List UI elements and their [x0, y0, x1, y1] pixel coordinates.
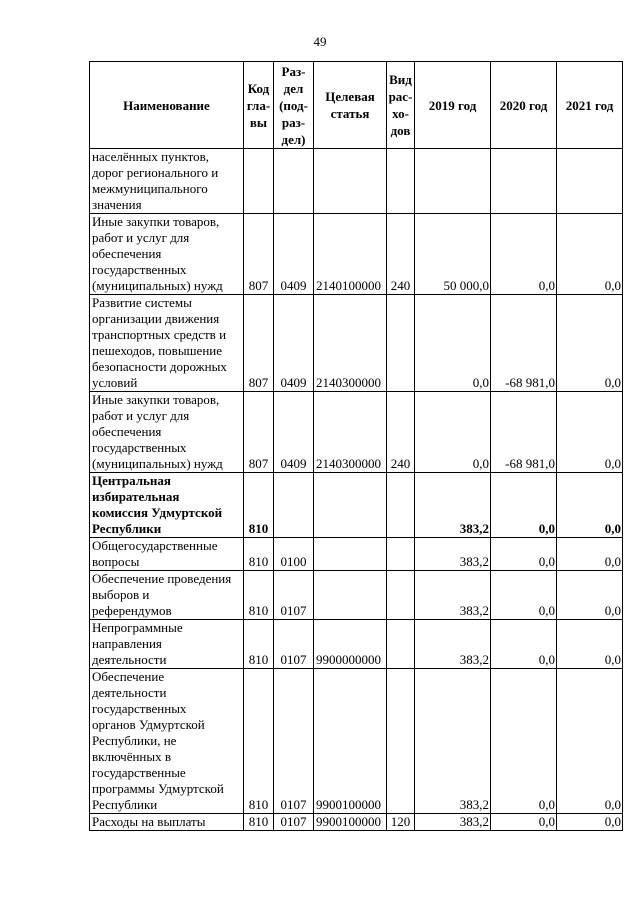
section-cell: 0107: [274, 669, 314, 814]
name-line: включённых в: [92, 749, 172, 764]
value-2020-cell: 0,0: [491, 620, 557, 669]
name-line: Общегосударственные: [92, 538, 218, 553]
section-cell: [274, 473, 314, 538]
code-cell: 807: [244, 214, 274, 295]
type-cell: 120: [387, 814, 415, 831]
header-line: Код: [247, 80, 270, 96]
value-2019-cell: [415, 149, 491, 214]
table-row: [90, 814, 623, 831]
type-cell: [387, 538, 415, 571]
code-cell: 810: [244, 538, 274, 571]
value-2021-cell: 0,0: [557, 669, 623, 814]
name-line: Расходы на выплаты: [92, 814, 206, 829]
value-2021-cell: 0,0: [557, 571, 623, 620]
name-line: Центральная: [92, 473, 171, 488]
value-2021-cell: [557, 149, 623, 214]
name-line: деятельности: [92, 652, 167, 667]
header-line: 2021 год: [565, 97, 614, 113]
table-row: [90, 214, 623, 295]
name-line: государственных: [92, 701, 187, 716]
name-line: обеспечения: [92, 424, 162, 439]
code-cell: [244, 149, 274, 214]
name-line: работ и услуг для: [92, 408, 190, 423]
name-line: государственных: [92, 262, 187, 277]
name-cell: [90, 295, 244, 392]
budget-table: [89, 61, 623, 831]
value-2020-cell: 0,0: [491, 571, 557, 620]
header-line: Наименование: [123, 97, 210, 113]
header-line: рас-: [388, 89, 413, 104]
section-cell: 0409: [274, 214, 314, 295]
value-2021-cell: 0,0: [557, 473, 623, 538]
name-line: Республики, не: [92, 733, 177, 748]
value-2019-cell: 383,2: [415, 669, 491, 814]
value-2019-cell: 383,2: [415, 473, 491, 538]
name-cell: [90, 538, 244, 571]
header-line: Целевая: [325, 89, 375, 104]
name-line: вопросы: [92, 554, 140, 569]
value-2020-cell: -68 981,0: [491, 392, 557, 473]
table-body: [90, 149, 623, 831]
header-line: 2020 год: [499, 97, 548, 113]
name-line: Иные закупки товаров,: [92, 214, 220, 229]
name-line: Развитие системы: [92, 295, 192, 310]
target-cell: 2140300000: [314, 392, 387, 473]
value-2020-cell: 0,0: [491, 814, 557, 831]
header-line: дел): [281, 131, 306, 147]
name-cell: [90, 571, 244, 620]
name-line: Республики: [92, 797, 158, 812]
section-cell: 0409: [274, 392, 314, 473]
name-line: выборов и: [92, 587, 150, 602]
name-line: организации движения: [92, 311, 220, 326]
target-cell: [314, 149, 387, 214]
header-line: вы: [249, 114, 268, 130]
target-cell: 9900000000: [314, 620, 387, 669]
target-cell: 2140100000: [314, 214, 387, 295]
name-line: государственных: [92, 440, 187, 455]
type-cell: 240: [387, 214, 415, 295]
table-row: [90, 295, 623, 392]
name-line: направления: [92, 636, 162, 651]
section-cell: 0107: [274, 620, 314, 669]
value-2019-cell: 383,2: [415, 814, 491, 831]
name-line: Иные закупки товаров,: [92, 392, 220, 407]
type-cell: [387, 149, 415, 214]
name-line: Обеспечение проведения: [92, 571, 232, 586]
header-line: (под-: [279, 97, 308, 113]
value-2021-cell: 0,0: [557, 814, 623, 831]
name-line: безопасности дорожных: [92, 359, 227, 374]
section-cell: 0107: [274, 571, 314, 620]
section-cell: 0107: [274, 814, 314, 831]
name-line: Республики: [92, 521, 162, 536]
target-cell: 9900100000: [314, 669, 387, 814]
name-line: дорог регионального и: [92, 165, 219, 180]
table-row: [90, 571, 623, 620]
name-cell: [90, 214, 244, 295]
name-line: деятельности: [92, 685, 167, 700]
name-line: референдумов: [92, 603, 172, 618]
code-cell: 810: [244, 473, 274, 538]
header-line: Вид: [389, 72, 412, 87]
header-target: [314, 62, 387, 149]
name-line: (муниципальных) нужд: [92, 456, 223, 471]
value-2021-cell: 0,0: [557, 392, 623, 473]
name-line: программы Удмуртской: [92, 781, 224, 796]
type-cell: [387, 620, 415, 669]
target-cell: [314, 473, 387, 538]
name-line: избирательная: [92, 489, 180, 504]
header-line: раз-: [281, 114, 306, 130]
name-line: (муниципальных) нужд: [92, 278, 223, 293]
header-line: дов: [390, 123, 411, 138]
type-cell: [387, 473, 415, 538]
type-cell: [387, 571, 415, 620]
table-row: [90, 538, 623, 571]
name-cell: [90, 473, 244, 538]
name-line: государственные: [92, 765, 186, 780]
target-cell: 2140300000: [314, 295, 387, 392]
name-line: транспортных средств и: [92, 327, 227, 342]
name-line: Непрограммные: [92, 620, 183, 635]
code-cell: 810: [244, 571, 274, 620]
code-cell: 810: [244, 669, 274, 814]
value-2021-cell: 0,0: [557, 538, 623, 571]
header-name: [90, 62, 244, 149]
header-line: статья: [330, 106, 370, 121]
section-cell: [274, 149, 314, 214]
value-2020-cell: [491, 149, 557, 214]
header-line: Раз-: [281, 63, 306, 79]
value-2021-cell: 0,0: [557, 295, 623, 392]
table-row: [90, 620, 623, 669]
header-line: хо-: [392, 106, 409, 121]
value-2019-cell: 383,2: [415, 620, 491, 669]
header-code: [244, 62, 274, 149]
page-number: 49: [313, 34, 327, 49]
table-row: [90, 669, 623, 814]
code-cell: 810: [244, 620, 274, 669]
value-2020-cell: 0,0: [491, 214, 557, 295]
value-2019-cell: 0,0: [415, 295, 491, 392]
value-2019-cell: 383,2: [415, 571, 491, 620]
name-line: значения: [92, 197, 142, 212]
header-type: [387, 62, 415, 149]
table-row: [90, 149, 623, 214]
header-section: [274, 62, 314, 149]
target-cell: [314, 538, 387, 571]
name-line: органов Удмуртской: [92, 717, 205, 732]
name-line: комиссия Удмуртской: [92, 505, 223, 520]
header-2019: [415, 62, 491, 149]
table-row: [90, 392, 623, 473]
name-line: населённых пунктов,: [92, 149, 210, 164]
name-line: Обеспечение: [92, 669, 165, 684]
header-2020: [491, 62, 557, 149]
value-2021-cell: 0,0: [557, 620, 623, 669]
header-2021: [557, 62, 623, 149]
name-line: обеспечения: [92, 246, 162, 261]
table-row: [90, 473, 623, 538]
name-line: пешеходов, повышение: [92, 343, 223, 358]
header-line: дел: [283, 80, 304, 96]
value-2020-cell: -68 981,0: [491, 295, 557, 392]
code-cell: 807: [244, 392, 274, 473]
name-cell: [90, 149, 244, 214]
target-cell: 9900100000: [314, 814, 387, 831]
type-cell: 240: [387, 392, 415, 473]
header-line: 2019 год: [428, 97, 477, 113]
name-line: условий: [92, 375, 138, 390]
value-2020-cell: 0,0: [491, 473, 557, 538]
header-row: [90, 62, 623, 149]
value-2019-cell: 383,2: [415, 538, 491, 571]
name-line: работ и услуг для: [92, 230, 190, 245]
name-cell: [90, 620, 244, 669]
type-cell: [387, 669, 415, 814]
value-2021-cell: 0,0: [557, 214, 623, 295]
value-2020-cell: 0,0: [491, 669, 557, 814]
value-2019-cell: 50 000,0: [415, 214, 491, 295]
section-cell: 0100: [274, 538, 314, 571]
code-cell: 810: [244, 814, 274, 831]
name-line: межмуниципального: [92, 181, 208, 196]
section-cell: 0409: [274, 295, 314, 392]
value-2020-cell: 0,0: [491, 538, 557, 571]
header-line: гла-: [246, 97, 271, 113]
value-2019-cell: 0,0: [415, 392, 491, 473]
name-cell: [90, 814, 244, 831]
code-cell: 807: [244, 295, 274, 392]
type-cell: [387, 295, 415, 392]
name-cell: [90, 669, 244, 814]
target-cell: [314, 571, 387, 620]
name-cell: [90, 392, 244, 473]
